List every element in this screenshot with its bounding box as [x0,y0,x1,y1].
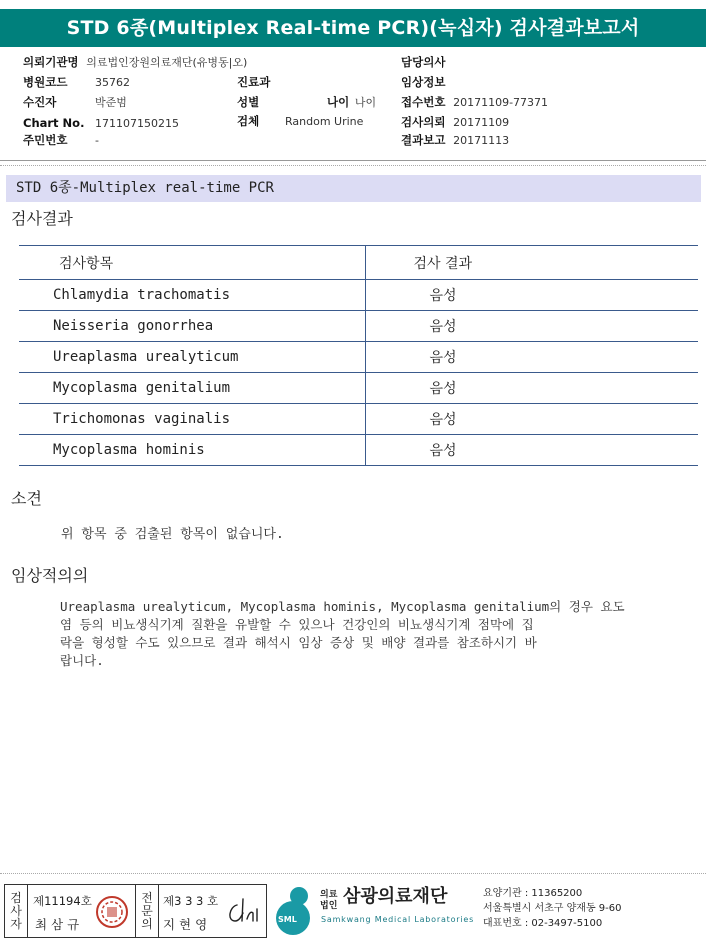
clinical-significance-text [60,598,625,670]
test-item: Mycoplasma hominis [19,435,365,466]
org-english-name: Samkwang Medical Laboratories [321,915,475,924]
doctor-row [401,55,445,70]
examiner-label-char: 검 [10,890,22,905]
examiner-seal-icon [95,895,129,929]
specialist-label-char: 문 [141,903,153,918]
age-row [327,95,376,110]
table-row [19,435,698,466]
chart-row [23,116,84,130]
clinical-line: 랍니다. [60,653,104,668]
resident-value-wrap [95,133,99,148]
org-phone: 대표번호 : 02-3497-5100 [483,918,603,929]
report-label: 결과보고 [401,133,446,147]
chart-value: 171107150215 [95,117,179,130]
examinee-value-wrap [95,95,127,110]
test-result: 음성 [365,404,698,435]
specimen-value: Random Urine [285,115,364,128]
specialist-name: 지 현 영 [163,917,208,932]
header-result: 검사 결과 [365,246,698,280]
clinical-line: 락을 형성할 수도 있으므로 결과 해석시 임상 증상 및 배양 결과를 참조하시기 바 [60,635,537,650]
examiner-name: 최 삼 규 [35,917,80,932]
logo-text: SML [278,915,297,924]
age-label: 나이 [327,95,350,109]
examiner-label-char: 사 [10,903,22,918]
examinee-row [23,95,56,109]
org-prefix [320,890,337,912]
department-row [237,75,270,90]
test-result: 음성 [365,373,698,404]
specialist-signature-icon [223,895,263,927]
chart-label: Chart No. [23,116,85,130]
reception-label: 접수번호 [401,95,446,109]
resident-value: - [95,134,99,147]
resident-label: 주민번호 [23,133,68,147]
org-prefix-top: 의료 [320,890,338,900]
test-item: Mycoplasma genitalium [19,373,365,404]
specimen-label: 검체 [237,114,260,128]
results-heading: 검사결과 [11,209,73,228]
examiner-license: 제11194호 [33,894,92,908]
report-row [401,133,509,148]
hospital-code-label: 병원코드 [23,75,68,89]
clinical-line: 염 등의 비뇨생식기계 질환을 유발할 수 있으나 건강인의 비뇨생식기계 점막에 집 [60,617,534,632]
signature-box [4,884,267,938]
header-divider [0,160,706,161]
findings-heading: 소견 [11,489,42,508]
reception-value: 20171109-77371 [453,96,549,109]
examiner-label-char: 자 [10,916,22,931]
age-value: 나이 [354,96,377,109]
clinical-row [401,75,445,90]
hospital-code-row [23,75,67,89]
clinical-line: Ureaplasma urealyticum, Mycoplasma hominis, Mycoplasma genitalium의 경우 요도 [60,599,625,614]
table-row [19,342,698,373]
specialist-label [136,885,159,937]
table-row [19,280,698,311]
report-title: STD 6종(Multiplex Real-time PCR)(녹십자) 검사결과보고서 [0,9,706,47]
test-item: Trichomonas vaginalis [19,404,365,435]
table-row [19,373,698,404]
doctor-label: 담당의사 [401,55,446,69]
specialist-license: 제3 3 3 호 [163,894,219,908]
hospital-code-value-wrap [95,75,130,90]
request-row [401,115,509,130]
specialist-label-char: 의 [141,916,153,931]
specialist-label-char: 전 [141,890,153,905]
examinee-value: 박준범 [95,96,127,109]
clinical-label: 임상정보 [401,75,446,89]
test-result: 음성 [365,280,698,311]
specimen-row [237,114,259,128]
table-row [19,311,698,342]
resident-row [23,133,67,147]
request-label: 검사의뢰 [401,115,446,129]
reception-row [401,95,548,110]
findings-text: 위 항목 중 검출된 항목이 없습니다. [61,527,284,542]
specimen-value-wrap [285,114,363,129]
footer-divider [0,873,706,874]
header-item: 검사항목 [19,246,365,280]
results-table [19,245,698,466]
department-label: 진료과 [237,75,271,89]
chart-value-wrap [95,116,179,131]
table-header-row [19,246,698,280]
test-result: 음성 [365,342,698,373]
request-value: 20171109 [453,116,510,129]
sex-row [237,95,259,109]
test-result: 음성 [365,311,698,342]
organization-block [271,884,701,938]
examinee-label: 수진자 [23,95,57,109]
org-address: 서울특별시 서초구 양재동 9-60 [483,903,622,914]
institution-row [23,55,247,70]
test-item: Ureaplasma urealyticum [19,342,365,373]
report-value: 20171113 [453,134,510,147]
test-result: 음성 [365,435,698,466]
sex-label: 성별 [237,95,260,109]
table-row [19,404,698,435]
section-band: STD 6종-Multiplex real-time PCR [6,175,701,202]
org-name: 삼광의료재단 [343,886,448,907]
clinical-significance-heading: 임상적의의 [11,566,89,585]
institution-label: 의뢰기관명 [23,55,79,69]
hospital-code-value: 35762 [95,76,130,89]
care-code: 요양기관 : 11365200 [483,888,583,899]
test-item: Chlamydia trachomatis [19,280,365,311]
institution-value: 의료법인장원의료재단(유병동|오) [86,56,248,69]
examiner-label [5,885,28,937]
test-item: Neisseria gonorrhea [19,311,365,342]
header-divider-dotted [0,165,706,166]
sml-logo-icon [271,886,317,936]
org-prefix-bottom: 법인 [320,901,338,911]
